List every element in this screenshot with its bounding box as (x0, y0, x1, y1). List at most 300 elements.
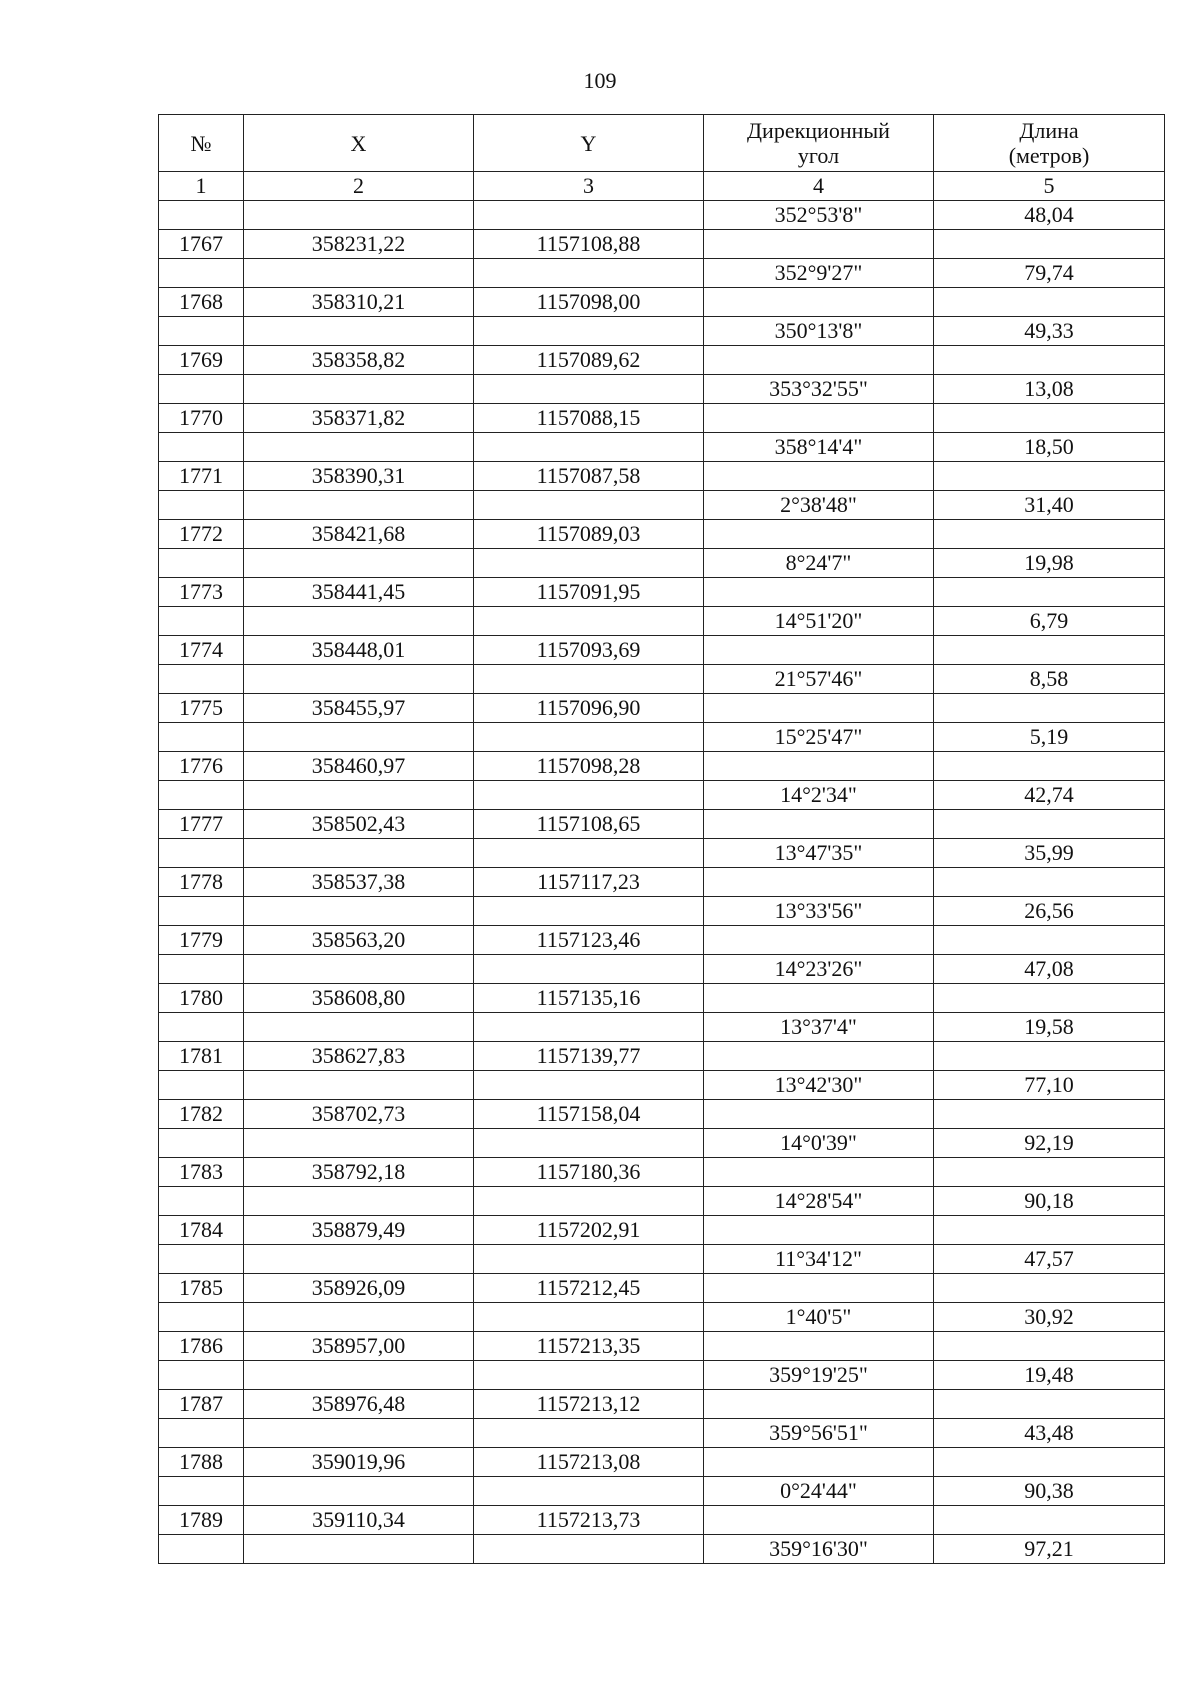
column-number: 5 (934, 172, 1165, 201)
table-row (159, 665, 1165, 694)
cell-directional-angle: 2°38'48" (704, 491, 934, 520)
header-number: № (159, 115, 244, 172)
cell-point-number: 1777 (159, 810, 244, 839)
table-row (159, 1274, 1165, 1303)
cell-x: 358879,49 (244, 1216, 474, 1245)
table-row (159, 491, 1165, 520)
cell-length (934, 462, 1165, 491)
cell-directional-angle: 8°24'7" (704, 549, 934, 578)
cell-length (934, 230, 1165, 259)
cell-length: 19,48 (934, 1361, 1165, 1390)
cell-point-number (159, 375, 244, 404)
cell-x: 359019,96 (244, 1448, 474, 1477)
table-row (159, 1506, 1165, 1535)
cell-length (934, 752, 1165, 781)
cell-directional-angle (704, 520, 934, 549)
cell-x: 358390,31 (244, 462, 474, 491)
cell-y: 1157212,45 (474, 1274, 704, 1303)
cell-directional-angle (704, 1274, 934, 1303)
cell-x (244, 723, 474, 752)
cell-y: 1157213,35 (474, 1332, 704, 1361)
table-row (159, 1535, 1165, 1564)
cell-point-number: 1785 (159, 1274, 244, 1303)
cell-x: 358926,09 (244, 1274, 474, 1303)
table-row (159, 1419, 1165, 1448)
table-row (159, 636, 1165, 665)
cell-point-number: 1784 (159, 1216, 244, 1245)
cell-y: 1157213,73 (474, 1506, 704, 1535)
cell-length (934, 1216, 1165, 1245)
cell-point-number: 1782 (159, 1100, 244, 1129)
cell-y: 1157158,04 (474, 1100, 704, 1129)
cell-length (934, 636, 1165, 665)
cell-point-number (159, 433, 244, 462)
table-row (159, 549, 1165, 578)
table-row (159, 984, 1165, 1013)
cell-point-number: 1771 (159, 462, 244, 491)
table-row (159, 839, 1165, 868)
cell-point-number: 1767 (159, 230, 244, 259)
table-row (159, 1129, 1165, 1158)
cell-length: 48,04 (934, 201, 1165, 230)
table-row (159, 1245, 1165, 1274)
cell-point-number: 1772 (159, 520, 244, 549)
table-row (159, 868, 1165, 897)
cell-point-number (159, 1535, 244, 1564)
table-row (159, 288, 1165, 317)
cell-directional-angle: 15°25'47" (704, 723, 934, 752)
cell-y: 1157202,91 (474, 1216, 704, 1245)
cell-point-number: 1774 (159, 636, 244, 665)
cell-point-number: 1769 (159, 346, 244, 375)
table-row (159, 346, 1165, 375)
cell-x: 358358,82 (244, 346, 474, 375)
cell-point-number: 1781 (159, 1042, 244, 1071)
cell-y (474, 1187, 704, 1216)
cell-length (934, 1100, 1165, 1129)
table-row (159, 404, 1165, 433)
header-x: X (244, 115, 474, 172)
cell-length: 5,19 (934, 723, 1165, 752)
cell-point-number (159, 1129, 244, 1158)
cell-x (244, 433, 474, 462)
cell-length (934, 578, 1165, 607)
cell-x (244, 781, 474, 810)
cell-directional-angle (704, 1506, 934, 1535)
cell-x (244, 665, 474, 694)
cell-x (244, 1187, 474, 1216)
cell-x (244, 259, 474, 288)
cell-point-number: 1787 (159, 1390, 244, 1419)
cell-point-number (159, 1071, 244, 1100)
cell-point-number: 1779 (159, 926, 244, 955)
cell-point-number: 1768 (159, 288, 244, 317)
cell-y: 1157108,88 (474, 230, 704, 259)
table-header-row (159, 115, 1165, 172)
cell-directional-angle: 14°2'34" (704, 781, 934, 810)
table-row (159, 1187, 1165, 1216)
cell-x: 358792,18 (244, 1158, 474, 1187)
cell-y (474, 1477, 704, 1506)
cell-y (474, 549, 704, 578)
cell-length (934, 404, 1165, 433)
cell-length: 92,19 (934, 1129, 1165, 1158)
cell-y (474, 723, 704, 752)
cell-length (934, 1274, 1165, 1303)
cell-length: 47,08 (934, 955, 1165, 984)
cell-directional-angle (704, 926, 934, 955)
cell-directional-angle: 359°19'25" (704, 1361, 934, 1390)
cell-directional-angle (704, 694, 934, 723)
table-row (159, 1158, 1165, 1187)
cell-x: 358702,73 (244, 1100, 474, 1129)
table-row (159, 1448, 1165, 1477)
table-row (159, 433, 1165, 462)
cell-y: 1157123,46 (474, 926, 704, 955)
cell-length: 49,33 (934, 317, 1165, 346)
cell-x: 358976,48 (244, 1390, 474, 1419)
cell-x (244, 549, 474, 578)
cell-directional-angle: 358°14'4" (704, 433, 934, 462)
table-row (159, 375, 1165, 404)
cell-length (934, 868, 1165, 897)
cell-y (474, 1419, 704, 1448)
cell-point-number: 1773 (159, 578, 244, 607)
cell-point-number (159, 955, 244, 984)
column-number: 2 (244, 172, 474, 201)
table-row (159, 752, 1165, 781)
header-length-line-1: Длина (1019, 118, 1079, 143)
cell-directional-angle (704, 752, 934, 781)
cell-y (474, 375, 704, 404)
cell-directional-angle: 1°40'5" (704, 1303, 934, 1332)
cell-y (474, 1361, 704, 1390)
cell-y (474, 839, 704, 868)
cell-x (244, 201, 474, 230)
cell-directional-angle (704, 346, 934, 375)
cell-x (244, 897, 474, 926)
cell-length (934, 520, 1165, 549)
cell-length: 90,38 (934, 1477, 1165, 1506)
cell-y: 1157089,03 (474, 520, 704, 549)
cell-y (474, 897, 704, 926)
cell-length (934, 926, 1165, 955)
page-number: 109 (583, 68, 617, 93)
cell-directional-angle: 14°51'20" (704, 607, 934, 636)
cell-directional-angle: 352°53'8" (704, 201, 934, 230)
cell-x (244, 1477, 474, 1506)
cell-y: 1157135,16 (474, 984, 704, 1013)
cell-x (244, 491, 474, 520)
cell-directional-angle: 11°34'12" (704, 1245, 934, 1274)
cell-x: 358421,68 (244, 520, 474, 549)
cell-y (474, 665, 704, 694)
cell-directional-angle (704, 1100, 934, 1129)
coordinates-table (158, 114, 1165, 1564)
cell-directional-angle (704, 462, 934, 491)
cell-x (244, 1071, 474, 1100)
cell-y (474, 259, 704, 288)
cell-y: 1157096,90 (474, 694, 704, 723)
cell-directional-angle (704, 578, 934, 607)
cell-directional-angle: 13°47'35" (704, 839, 934, 868)
cell-x (244, 1013, 474, 1042)
cell-x: 358957,00 (244, 1332, 474, 1361)
table-row (159, 1013, 1165, 1042)
cell-directional-angle: 14°28'54" (704, 1187, 934, 1216)
cell-length: 18,50 (934, 433, 1165, 462)
cell-directional-angle (704, 868, 934, 897)
cell-directional-angle (704, 1332, 934, 1361)
cell-directional-angle (704, 1390, 934, 1419)
header-directional-angle (704, 115, 934, 172)
table-row (159, 810, 1165, 839)
cell-directional-angle: 352°9'27" (704, 259, 934, 288)
table-row (159, 520, 1165, 549)
cell-length: 47,57 (934, 1245, 1165, 1274)
cell-point-number (159, 549, 244, 578)
table-row (159, 1361, 1165, 1390)
cell-x (244, 1419, 474, 1448)
cell-y (474, 955, 704, 984)
table-row (159, 1332, 1165, 1361)
cell-point-number: 1770 (159, 404, 244, 433)
cell-x (244, 1303, 474, 1332)
cell-x: 358371,82 (244, 404, 474, 433)
cell-directional-angle (704, 288, 934, 317)
cell-length (934, 1332, 1165, 1361)
cell-y (474, 1129, 704, 1158)
cell-length: 19,58 (934, 1013, 1165, 1042)
cell-length: 77,10 (934, 1071, 1165, 1100)
cell-x: 358448,01 (244, 636, 474, 665)
cell-length: 26,56 (934, 897, 1165, 926)
cell-y: 1157098,00 (474, 288, 704, 317)
cell-y: 1157089,62 (474, 346, 704, 375)
table-row (159, 230, 1165, 259)
cell-y: 1157139,77 (474, 1042, 704, 1071)
cell-directional-angle: 14°0'39" (704, 1129, 934, 1158)
table-row (159, 1303, 1165, 1332)
table-row (159, 1477, 1165, 1506)
table-row (159, 317, 1165, 346)
table-row (159, 1390, 1165, 1419)
cell-y: 1157108,65 (474, 810, 704, 839)
cell-length: 42,74 (934, 781, 1165, 810)
cell-length (934, 1506, 1165, 1535)
cell-y (474, 201, 704, 230)
table-row (159, 462, 1165, 491)
cell-point-number: 1786 (159, 1332, 244, 1361)
cell-length: 8,58 (934, 665, 1165, 694)
cell-point-number (159, 1477, 244, 1506)
cell-point-number (159, 491, 244, 520)
cell-length (934, 1448, 1165, 1477)
table-row (159, 607, 1165, 636)
cell-y: 1157093,69 (474, 636, 704, 665)
cell-x: 358310,21 (244, 288, 474, 317)
table-row (159, 897, 1165, 926)
cell-y: 1157117,23 (474, 868, 704, 897)
cell-y: 1157213,08 (474, 1448, 704, 1477)
cell-x (244, 955, 474, 984)
table-row (159, 955, 1165, 984)
cell-directional-angle: 359°56'51" (704, 1419, 934, 1448)
cell-directional-angle: 13°37'4" (704, 1013, 934, 1042)
cell-point-number: 1780 (159, 984, 244, 1013)
cell-directional-angle: 13°33'56" (704, 897, 934, 926)
cell-directional-angle: 21°57'46" (704, 665, 934, 694)
table-row (159, 259, 1165, 288)
cell-point-number (159, 897, 244, 926)
table-row (159, 723, 1165, 752)
coordinates-table-body (159, 115, 1165, 1564)
table-row (159, 1071, 1165, 1100)
cell-y: 1157091,95 (474, 578, 704, 607)
cell-length (934, 1042, 1165, 1071)
cell-x (244, 839, 474, 868)
cell-point-number (159, 781, 244, 810)
cell-length (934, 346, 1165, 375)
cell-length: 6,79 (934, 607, 1165, 636)
cell-y (474, 607, 704, 636)
cell-x: 358441,45 (244, 578, 474, 607)
cell-point-number (159, 1187, 244, 1216)
table-row (159, 694, 1165, 723)
cell-y (474, 781, 704, 810)
cell-directional-angle (704, 1216, 934, 1245)
cell-point-number: 1789 (159, 1506, 244, 1535)
cell-directional-angle (704, 230, 934, 259)
column-number: 1 (159, 172, 244, 201)
cell-x (244, 1361, 474, 1390)
cell-y (474, 1245, 704, 1274)
cell-length (934, 810, 1165, 839)
cell-x (244, 1245, 474, 1274)
table-row (159, 926, 1165, 955)
cell-y (474, 317, 704, 346)
cell-length: 43,48 (934, 1419, 1165, 1448)
column-number: 4 (704, 172, 934, 201)
cell-point-number (159, 1013, 244, 1042)
cell-x: 359110,34 (244, 1506, 474, 1535)
cell-length: 90,18 (934, 1187, 1165, 1216)
cell-x: 358455,97 (244, 694, 474, 723)
cell-point-number (159, 1303, 244, 1332)
cell-directional-angle: 13°42'30" (704, 1071, 934, 1100)
cell-x: 358627,83 (244, 1042, 474, 1071)
cell-point-number (159, 665, 244, 694)
cell-x (244, 1535, 474, 1564)
cell-length: 19,98 (934, 549, 1165, 578)
cell-point-number: 1783 (159, 1158, 244, 1187)
cell-y (474, 433, 704, 462)
cell-y: 1157213,12 (474, 1390, 704, 1419)
cell-x: 358563,20 (244, 926, 474, 955)
column-number-row (159, 172, 1165, 201)
table-row (159, 578, 1165, 607)
cell-length: 79,74 (934, 259, 1165, 288)
cell-length (934, 1390, 1165, 1419)
cell-point-number (159, 259, 244, 288)
cell-point-number (159, 1361, 244, 1390)
table-row (159, 781, 1165, 810)
header-length (934, 115, 1165, 172)
cell-x: 358231,22 (244, 230, 474, 259)
table-row (159, 1216, 1165, 1245)
cell-point-number: 1778 (159, 868, 244, 897)
cell-x (244, 317, 474, 346)
cell-directional-angle (704, 636, 934, 665)
cell-point-number: 1776 (159, 752, 244, 781)
cell-directional-angle (704, 810, 934, 839)
cell-directional-angle: 353°32'55" (704, 375, 934, 404)
cell-point-number: 1788 (159, 1448, 244, 1477)
cell-y: 1157087,58 (474, 462, 704, 491)
table-row (159, 201, 1165, 230)
cell-point-number (159, 1419, 244, 1448)
cell-length (934, 1158, 1165, 1187)
cell-point-number (159, 607, 244, 636)
header-directional-angle-line-1: Дирекционный (747, 118, 890, 143)
header-length-line-2: (метров) (1008, 143, 1090, 168)
cell-x (244, 375, 474, 404)
cell-y (474, 1013, 704, 1042)
cell-y: 1157088,15 (474, 404, 704, 433)
cell-length (934, 984, 1165, 1013)
cell-directional-angle: 0°24'44" (704, 1477, 934, 1506)
cell-y: 1157098,28 (474, 752, 704, 781)
header-directional-angle-line-2: угол (797, 143, 840, 168)
cell-y (474, 1303, 704, 1332)
cell-directional-angle: 350°13'8" (704, 317, 934, 346)
table-row (159, 1100, 1165, 1129)
cell-point-number (159, 201, 244, 230)
header-y: Y (474, 115, 704, 172)
cell-directional-angle (704, 1158, 934, 1187)
cell-x: 358502,43 (244, 810, 474, 839)
cell-directional-angle (704, 404, 934, 433)
cell-point-number (159, 839, 244, 868)
cell-directional-angle: 359°16'30" (704, 1535, 934, 1564)
cell-length: 13,08 (934, 375, 1165, 404)
cell-length (934, 694, 1165, 723)
cell-point-number (159, 317, 244, 346)
cell-directional-angle (704, 984, 934, 1013)
cell-x: 358608,80 (244, 984, 474, 1013)
cell-directional-angle (704, 1042, 934, 1071)
cell-length: 35,99 (934, 839, 1165, 868)
cell-point-number (159, 723, 244, 752)
cell-y (474, 1071, 704, 1100)
cell-x (244, 1129, 474, 1158)
cell-point-number: 1775 (159, 694, 244, 723)
cell-length: 30,92 (934, 1303, 1165, 1332)
cell-length: 31,40 (934, 491, 1165, 520)
cell-length: 97,21 (934, 1535, 1165, 1564)
cell-directional-angle (704, 1448, 934, 1477)
cell-y (474, 491, 704, 520)
cell-length (934, 288, 1165, 317)
table-row (159, 1042, 1165, 1071)
cell-point-number (159, 1245, 244, 1274)
cell-x: 358460,97 (244, 752, 474, 781)
cell-x (244, 607, 474, 636)
cell-y: 1157180,36 (474, 1158, 704, 1187)
cell-directional-angle: 14°23'26" (704, 955, 934, 984)
cell-y (474, 1535, 704, 1564)
column-number: 3 (474, 172, 704, 201)
